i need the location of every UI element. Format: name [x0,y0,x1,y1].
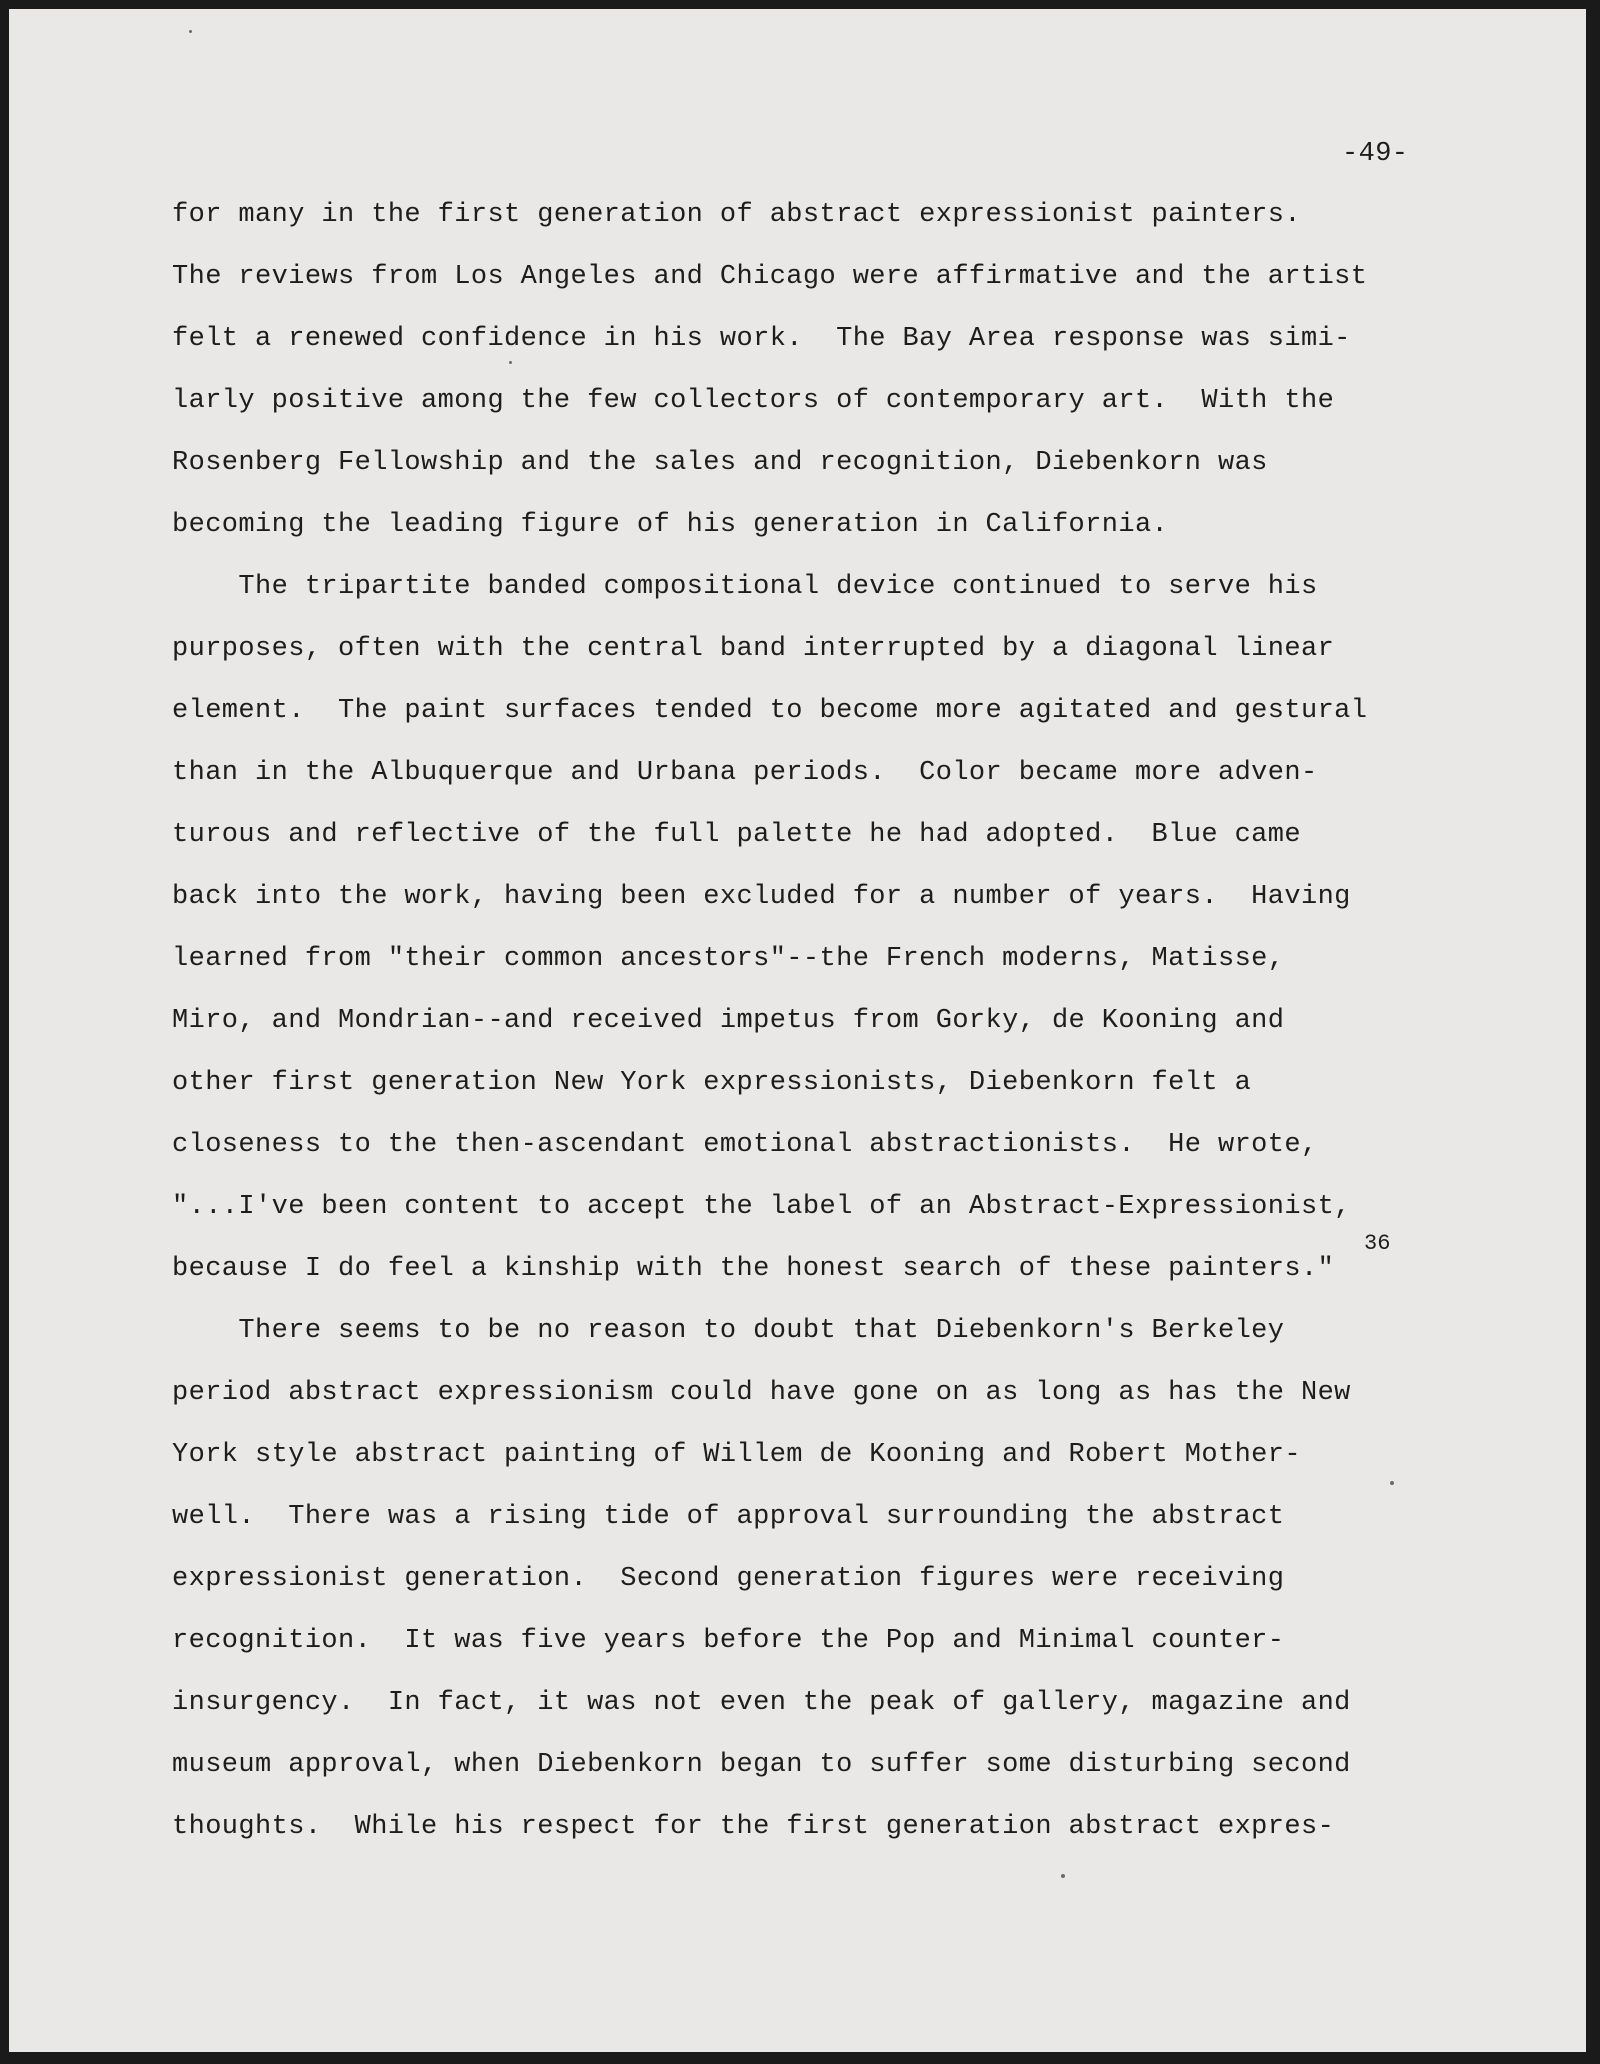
text-line: Rosenberg Fellowship and the sales and recognition, Diebenkorn was [172,448,1268,478]
text-line: well. There was a rising tide of approval surrounding the abstract [172,1502,1285,1532]
text-line: larly positive among the few collectors of contemporary art. With the [172,386,1335,416]
text-line: learned from "their common ancestors"--the French moderns, Matisse, [172,944,1285,974]
scan-speck [1061,1874,1065,1878]
text-line: becoming the leading figure of his generation in California. [172,510,1169,540]
scan-speck [189,30,192,33]
text-line: expressionist generation. Second generation figures were receiving [172,1564,1285,1594]
page-number: -49- [1342,139,1409,169]
text-line: The tripartite banded compositional device continued to serve his [172,572,1318,602]
text-line: other first generation New York expressionists, Diebenkorn felt a [172,1068,1252,1098]
text-line: felt a renewed confidence in his work. The Bay Area response was simi- [172,324,1351,354]
text-line: purposes, often with the central band interrupted by a diagonal linear [172,634,1335,664]
text-line: Miro, and Mondrian--and received impetus from Gorky, de Kooning and [172,1006,1285,1036]
text-line: museum approval, when Diebenkorn began to suffer some disturbing second [172,1750,1351,1780]
text-line: than in the Albuquerque and Urbana periods. Color became more adven- [172,758,1318,788]
document-page [9,9,1586,2052]
text-line: closeness to the then-ascendant emotional abstractionists. He wrote, [172,1130,1318,1160]
text-line: insurgency. In fact, it was not even the peak of gallery, magazine and [172,1688,1351,1718]
text-line: thoughts. While his respect for the first generation abstract expres- [172,1812,1335,1842]
text-line: back into the work, having been excluded for a number of years. Having [172,882,1351,912]
text-line: element. The paint surfaces tended to become more agitated and gestural [172,696,1368,726]
scan-speck [1390,1481,1394,1485]
scan-speck [509,361,512,364]
text-line: York style abstract painting of Willem de Kooning and Robert Mother- [172,1440,1301,1470]
text-line: "...I've been content to accept the label of an Abstract-Expressionist, [172,1192,1351,1222]
footnote-reference: 36 [1364,1231,1391,1256]
text-line: turous and reflective of the full palette he had adopted. Blue came [172,820,1301,850]
text-line: recognition. It was five years before the Pop and Minimal counter- [172,1626,1285,1656]
text-line: There seems to be no reason to doubt that Diebenkorn's Berkeley [172,1316,1285,1346]
text-line: The reviews from Los Angeles and Chicago were affirmative and the artist [172,262,1368,292]
text-line: for many in the first generation of abstract expressionist painters. [172,200,1301,230]
text-line: period abstract expressionism could have gone on as long as has the New [172,1378,1351,1408]
text-line: because I do feel a kinship with the honest search of these painters." [172,1254,1335,1284]
